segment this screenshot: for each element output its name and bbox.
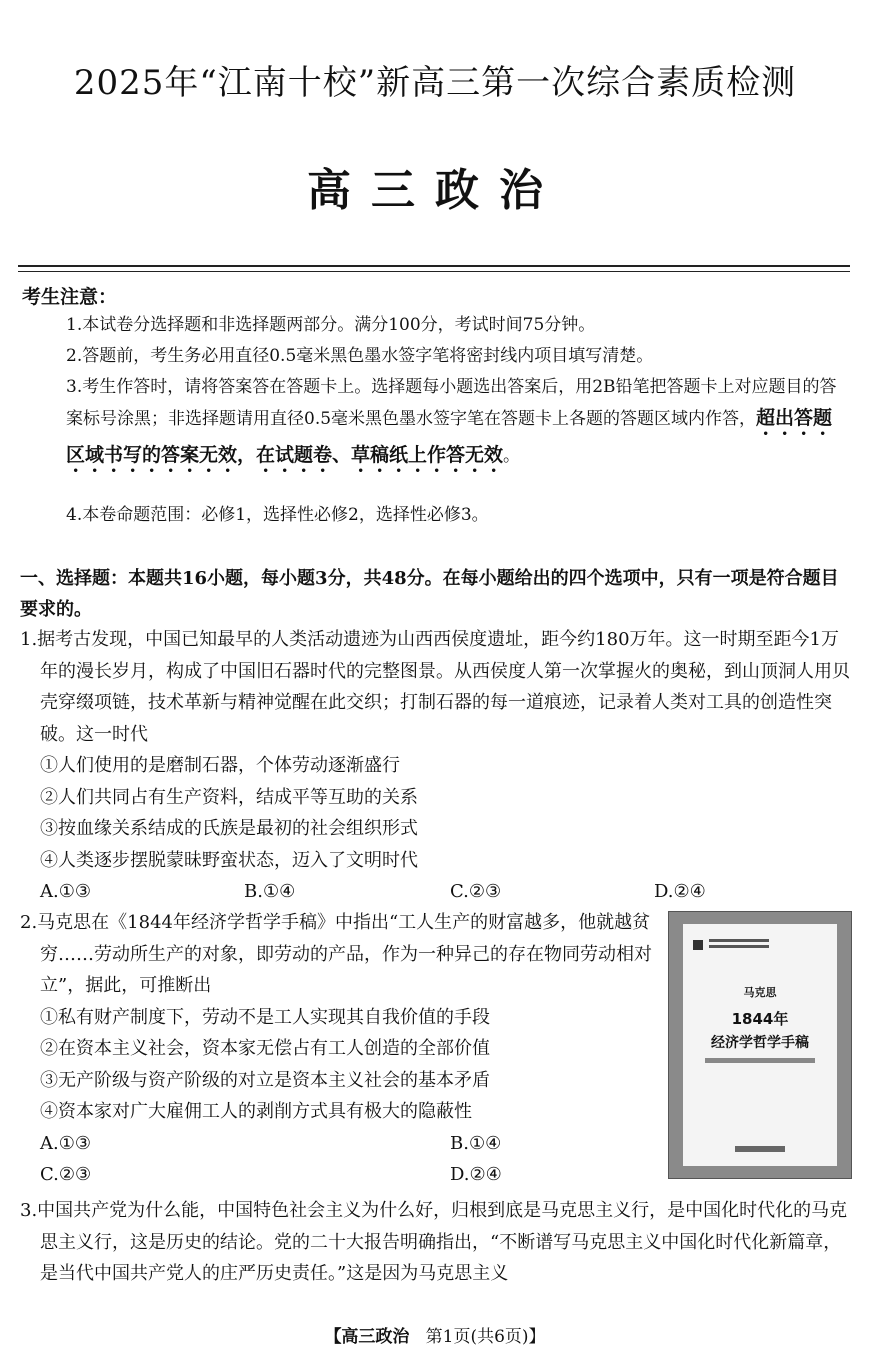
question-2-stem: 2.马克思在《1844年经济学哲学手稿》中指出“工人生产的财富越多，他就越贫穷……劳动所生产的对象，即劳动的产品，作为一种异己的存在物同劳动相对立”，据此，可推断出 xyxy=(20,912,652,996)
page-footer xyxy=(0,1324,870,1350)
question-2-choices-row-2 xyxy=(20,1159,660,1190)
series-name-lines xyxy=(709,939,769,951)
notice-item-3-text: 3.考生作答时，请将答案答在答题卡上。选择题每小题选出答案后，用2B铅笔把答题卡上对应题目的答案标号涂黑；非选择题请用直径0.5毫米黑色墨水签字笔在答题卡上各题的答题区域内作答， xyxy=(66,377,837,429)
notice-item-1: 1.本试卷分选择题和非选择题两部分。满分100分，考试时间75分钟。 xyxy=(66,315,596,335)
question-1-option-4: ④人类逐步摆脱蒙昧野蛮状态，迈入了文明时代 xyxy=(40,849,418,871)
section-heading xyxy=(20,563,850,625)
section-instructions: 本题共16小题，每小题3分，共48分。在每小题给出的四个选项中，只有一项是符合题目要求的。 xyxy=(20,568,839,620)
book-name: 经济学哲学手稿 xyxy=(711,1035,809,1051)
book-publisher-line xyxy=(735,1146,785,1152)
book-year: 1844年 xyxy=(731,1010,789,1028)
question-1-choice-a: A.①③ xyxy=(40,881,91,902)
section-label: 一、选择题： xyxy=(20,568,128,589)
question-1 xyxy=(20,624,850,907)
book-cover-page xyxy=(683,924,837,1166)
notice-title: 考生注意： xyxy=(22,286,118,308)
footer-page-number: 第1页(共6页)】 xyxy=(425,1327,546,1347)
notice-item-3-end: 。 xyxy=(503,446,521,466)
exam-title: 2025年“江南十校”新高三第一次综合素质检测 xyxy=(73,63,797,103)
footer-subject: 【高三政治 xyxy=(324,1327,410,1347)
notice-item-4: 4.本卷命题范围：必修1，选择性必修2，选择性必修3。 xyxy=(66,505,489,525)
question-2-choice-d: D.②④ xyxy=(450,1163,502,1185)
subject-title: 高三政治 xyxy=(307,165,563,216)
question-1-choices xyxy=(20,876,850,907)
notice-item-3-emphasis: 超出答题区域书写的答案无效，在试题卷、草稿纸上作答无效 xyxy=(66,407,833,466)
book-cover-image xyxy=(668,911,852,1179)
question-1-choice-b: B.①④ xyxy=(244,881,296,902)
question-3-stem: 3.中国共产党为什么能，中国特色社会主义为什么好，归根到底是马克思主义行，是中国化时代化的马克思主义行，这是历史的结论。党的二十大报告明确指出，“不断谱写马克思主义中国化时代化新篇章，是当代中国共产党人的庄严历史责任。”这是因为马克思主义 xyxy=(20,1200,848,1284)
question-2-option-1: ①私有财产制度下，劳动不是工人实现其自我价值的手段 xyxy=(40,1006,490,1028)
question-2-option-4: ④资本家对广大雇佣工人的剥削方式具有极大的隐蔽性 xyxy=(40,1101,472,1122)
publisher-logo-icon xyxy=(693,940,703,950)
question-1-choice-c: C.②③ xyxy=(450,881,502,902)
book-subtitle-line xyxy=(705,1058,815,1063)
question-2-choice-b: B.①④ xyxy=(450,1132,502,1154)
question-2-choice-a: A.①③ xyxy=(40,1132,91,1154)
header-divider-thick xyxy=(18,265,850,267)
question-2-option-2: ②在资本主义社会，资本家无偿占有工人创造的全部价值 xyxy=(40,1038,490,1059)
question-1-choice-d: D.②④ xyxy=(654,881,706,902)
question-2-option-3: ③无产阶级与资产阶级的对立是资本主义社会的基本矛盾 xyxy=(40,1069,490,1091)
question-1-option-3: ③按血缘关系结成的氏族是最初的社会组织形式 xyxy=(40,818,418,839)
header-divider-thin xyxy=(18,271,850,272)
question-1-stem: 1.据考古发现，中国已知最早的人类活动遗迹为山西西侯度遗址，距今约180万年。这一时期至距今1万年的漫长岁月，构成了中国旧石器时代的完整图景。从西侯度人第一次掌握火的奥秘，到山顶洞人用贝壳穿缀项链，技术革新与精神觉醒在此交织；打制石器的每一道痕迹，记录着人类对工具的创造性突破。这一时代 xyxy=(20,629,850,745)
book-author: 马克思 xyxy=(743,986,777,999)
question-2 xyxy=(20,907,660,1190)
question-2-choice-c: C.②③ xyxy=(40,1163,92,1185)
notice-item-2: 2.答题前，考生务必用直径0.5毫米黑色墨水签字笔将密封线内项目填写清楚。 xyxy=(66,346,654,366)
question-1-option-2: ②人们共同占有生产资料，结成平等互助的关系 xyxy=(40,786,418,808)
notice-item-3 xyxy=(66,372,850,477)
question-1-option-1: ①人们使用的是磨制石器，个体劳动逐渐盛行 xyxy=(40,755,400,776)
question-3 xyxy=(20,1195,850,1290)
question-2-choices-row-1 xyxy=(20,1128,660,1159)
